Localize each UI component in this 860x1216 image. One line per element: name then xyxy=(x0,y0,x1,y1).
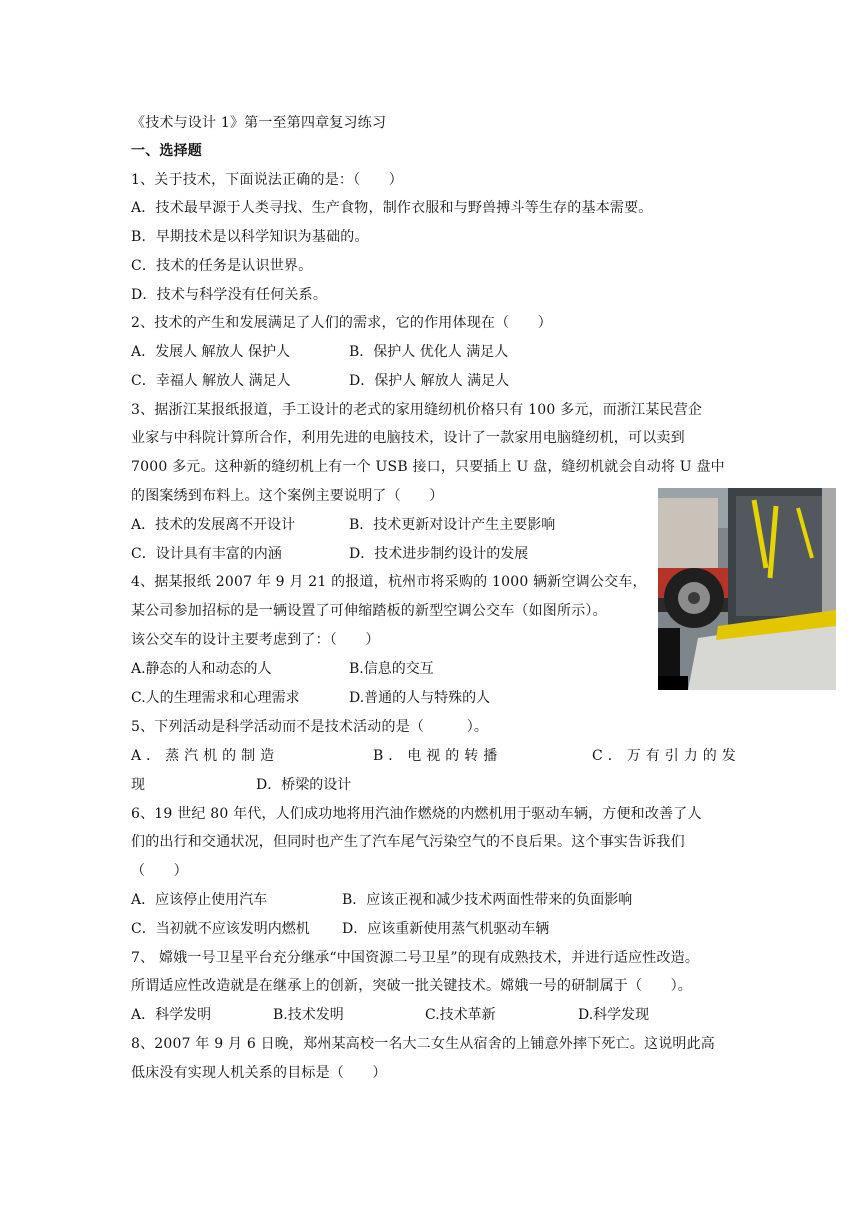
q7-option-c: C.技术革新 xyxy=(425,1007,496,1023)
q4-line-2: 某公司参加招标的是一辆设置了可伸缩踏板的新型空调公交车（如图所示）。 xyxy=(131,603,607,619)
q4-option-b: B.信息的交互 xyxy=(349,661,434,677)
bus-ramp-illustration xyxy=(658,488,836,690)
q6-line-3: （ ） xyxy=(131,863,188,879)
q8-line-2: 低床没有实现人机关系的目标是（ ） xyxy=(131,1065,387,1081)
q1-option-a: A．技术最早源于人类寻找、生产食物，制作衣服和与野兽搏斗等生存的基本需要。 xyxy=(131,200,653,216)
q5-option-a: A．蒸汽机的制造 xyxy=(131,748,280,764)
q2-stem: 2、技术的产生和发展满足了人们的需求，它的作用体现在（ ） xyxy=(131,315,552,331)
q5-option-c: C．万有引力的发 xyxy=(592,748,741,764)
q2-option-b: B．保护人 优化人 满足人 xyxy=(349,344,509,360)
q3-line-2: 业家与中科院计算所合作，利用先进的电脑技术，设计了一款家用电脑缝纫机，可以卖到 xyxy=(131,430,685,446)
q6-line-1: 6、19 世纪 80 年代，人们成功地将用汽油作燃烧的内燃机用于驱动车辆，方便和改善了人 xyxy=(131,806,702,822)
q3-line-4: 的图案绣到布料上。这个案例主要说明了（ ） xyxy=(131,488,444,504)
q6-option-b: B．应该正视和减少技术两面性带来的负面影响 xyxy=(342,892,633,908)
q3-option-a: A．技术的发展离不开设计 xyxy=(131,517,296,533)
q6-option-c: C．当初就不应该发明内燃机 xyxy=(131,921,310,937)
section-heading: 一、选择题 xyxy=(131,143,202,159)
q2-option-c: C．幸福人 解放人 满足人 xyxy=(131,373,291,389)
bus-ramp-photo xyxy=(658,488,836,690)
q7-option-b: B.技术发明 xyxy=(273,1007,344,1023)
q4-option-c: C.人的生理需求和心理需求 xyxy=(131,690,300,706)
q6-line-2: 们的出行和交通状况，但同时也产生了汽车尾气污染空气的不良后果。这个事实告诉我们 xyxy=(131,834,685,850)
q3-line-1: 3、据浙江某报纸报道，手工设计的老式的家用缝纫机价格只有 100 多元，而浙江某民营企 xyxy=(131,402,703,418)
q2-option-d: D．保护人 解放人 满足人 xyxy=(349,373,510,389)
q1-option-d: D．技术与科学没有任何关系。 xyxy=(131,287,328,303)
q3-option-b: B．技术更新对设计产生主要影响 xyxy=(349,517,556,533)
q3-line-3: 7000 多元。这种新的缝纫机上有一个 USB 接口，只要插上 U 盘，缝纫机就会自动将 U 盘中 xyxy=(131,459,725,475)
q6-option-a: A．应该停止使用汽车 xyxy=(131,892,268,908)
q7-option-d: D.科学发现 xyxy=(578,1007,650,1023)
q7-line-2: 所谓适应性改造就是在继承上的创新，突破一批关键技术。嫦娥一号的研制属于（ ）。 xyxy=(131,978,692,994)
document-title: 《技术与设计 1》第一至第四章复习练习 xyxy=(131,115,387,131)
q3-option-c: C．设计具有丰富的内涵 xyxy=(131,546,282,562)
q6-option-d: D．应该重新使用蒸气机驱动车辆 xyxy=(342,921,550,937)
q3-option-d: D．技术进步制约设计的发展 xyxy=(349,546,529,562)
q4-line-1: 4、据某报纸 2007 年 9 月 21 的报道，杭州市将采购的 1000 辆新空调公交车， xyxy=(131,574,647,590)
q7-option-a: A．科学发明 xyxy=(131,1007,212,1023)
q1-option-b: B．早期技术是以科学知识为基础的。 xyxy=(131,229,369,245)
q4-option-d: D.普通的人与特殊的人 xyxy=(349,690,491,706)
q5-option-b: B．电视的转播 xyxy=(373,748,503,764)
q1-option-c: C．技术的任务是认识世界。 xyxy=(131,258,313,274)
q4-line-3: 该公交车的设计主要考虑到了：（ ） xyxy=(131,632,380,648)
q1-stem: 1、关于技术，下面说法正确的是：（ ） xyxy=(131,172,403,188)
q5-option-c-cont: 现 xyxy=(131,777,145,793)
q8-line-1: 8、2007 年 9 月 6 日晚，郑州某高校一名大二女生从宿舍的上铺意外摔下死亡。这说明此高 xyxy=(131,1036,715,1052)
q5-stem: 5、下列活动是科学活动而不是技术活动的是（ ）。 xyxy=(131,719,489,735)
q2-option-a: A．发展人 解放人 保护人 xyxy=(131,344,291,360)
q4-option-a: A.静态的人和动态的人 xyxy=(131,661,272,677)
q7-line-1: 7、 嫦娥一号卫星平台充分继承“中国资源二号卫星”的现有成熟技术，并进行适应性改造。 xyxy=(131,950,700,966)
q5-option-d: D．桥梁的设计 xyxy=(256,777,352,793)
